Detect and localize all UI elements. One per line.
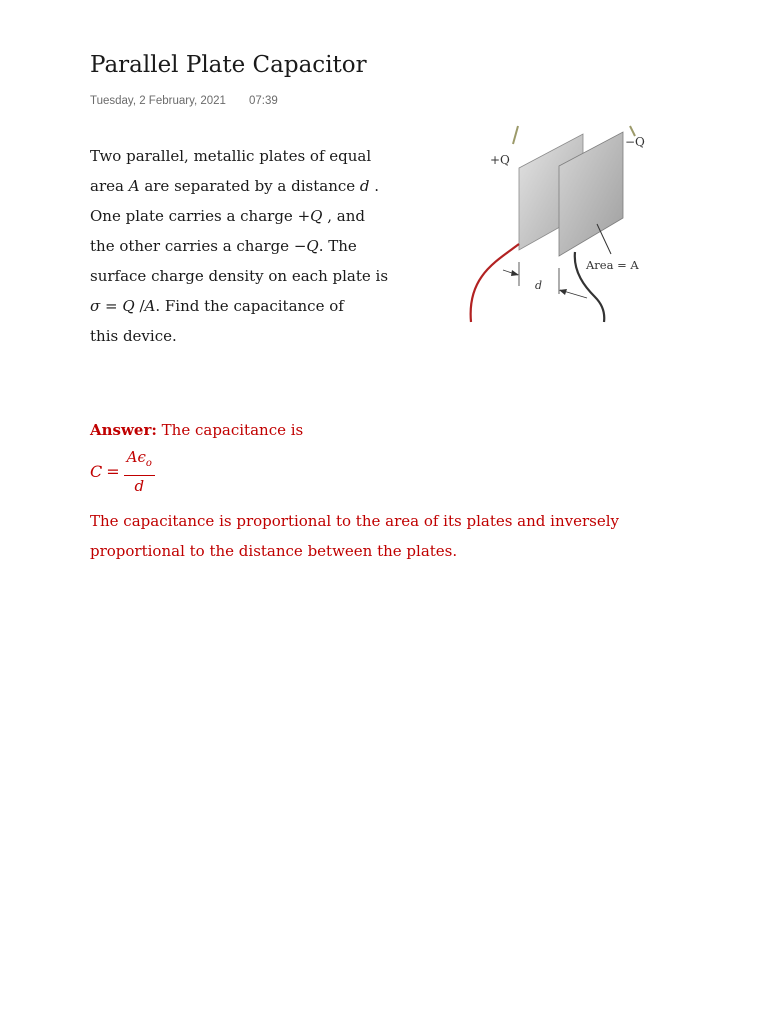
- text: . The: [318, 237, 357, 255]
- problem-line-3: [90, 201, 420, 231]
- math-positive-charge: +Q: [297, 207, 323, 225]
- formula-equals: =: [106, 462, 120, 481]
- text: /: [134, 297, 145, 315]
- text: , and: [322, 207, 365, 225]
- text: are separated by a distance: [139, 177, 360, 195]
- positive-wire: [471, 244, 519, 322]
- problem-line-1: Two parallel, metallic plates of equal: [90, 147, 372, 165]
- gap-label: d: [535, 279, 543, 292]
- plus-q-label: +Q: [490, 153, 510, 167]
- note-date: Tuesday, 2 February, 2021: [90, 95, 226, 107]
- minus-q-label: −Q: [625, 135, 645, 149]
- area-label: Area = A: [586, 258, 639, 272]
- gap-arrowhead-right: [559, 289, 567, 295]
- formula-numerator: [124, 447, 155, 476]
- problem-line-4: [90, 231, 420, 261]
- math-charge: Q: [122, 297, 135, 315]
- math-negative-charge: −Q: [293, 237, 319, 255]
- positive-lead: [513, 126, 518, 144]
- math-area: A: [128, 177, 140, 195]
- note-time: 07:39: [249, 95, 278, 107]
- conclusion: [90, 506, 690, 566]
- text: .: [369, 177, 380, 195]
- page-title: Parallel Plate Capacitor: [90, 52, 367, 78]
- formula-denominator: d: [134, 477, 145, 495]
- text: the other carries a charge: [90, 237, 294, 255]
- capacitance-formula: [90, 447, 155, 496]
- capacitor-diagram: [455, 122, 670, 327]
- problem-statement: [90, 141, 420, 351]
- problem-line-5: surface charge density on each plate is: [90, 267, 389, 285]
- conclusion-line-1: The capacitance is proportional to the area of its plates and inversely: [90, 512, 619, 530]
- numerator-subscript: o: [145, 458, 152, 469]
- text: One plate carries a charge: [90, 207, 298, 225]
- gap-arrowhead-left: [511, 270, 519, 276]
- math-distance: d: [359, 177, 370, 195]
- text: area: [90, 177, 129, 195]
- text: . Find the capacitance of: [155, 297, 344, 315]
- formula-fraction: [124, 447, 155, 496]
- numerator-text: Aϵ: [126, 448, 146, 466]
- formula-lhs: C: [90, 462, 103, 481]
- problem-line-2: [90, 171, 420, 201]
- math-sigma: σ: [90, 297, 101, 315]
- answer-line: [90, 421, 303, 439]
- problem-line-6: [90, 291, 420, 321]
- answer-text: The capacitance is: [156, 421, 304, 439]
- text: =: [100, 297, 123, 315]
- conclusion-line-2: proportional to the distance between the plates.: [90, 542, 458, 560]
- answer: [90, 421, 303, 440]
- answer-label: Answer:: [90, 421, 157, 439]
- math-area: A: [144, 297, 156, 315]
- problem-line-7: this device.: [90, 327, 177, 345]
